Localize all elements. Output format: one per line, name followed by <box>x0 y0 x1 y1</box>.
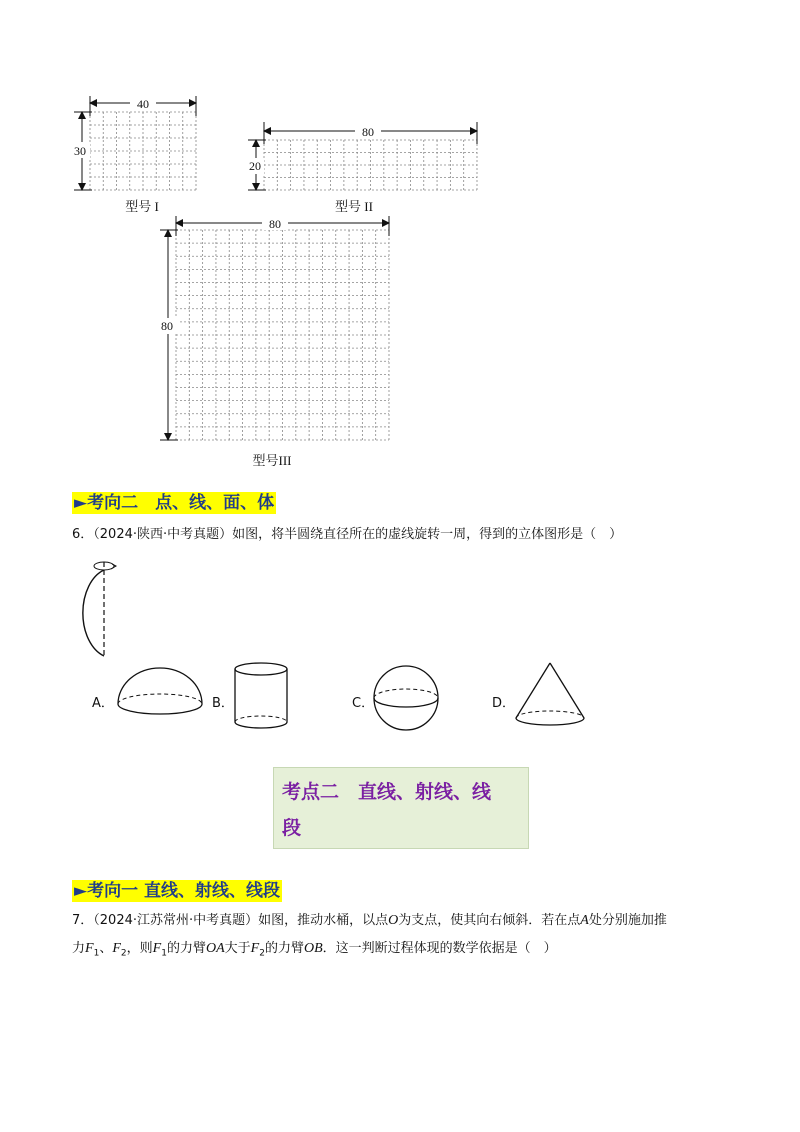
type3-grid <box>176 230 389 440</box>
type2-width-label: 80 <box>362 125 374 139</box>
grid-models-figure <box>0 0 800 480</box>
option-d-label[interactable]: D． <box>492 696 516 711</box>
question-7-line2: 力$F_1$、$F_2$，则$F_1$的力臂OA大于$F_2$的力臂OB．这一判断过程体现的数学依据是（ ） <box>72 941 557 959</box>
kaodian-2-box <box>273 767 529 849</box>
section-heading-lines-rays: ►考向一 直线、射线、线段 <box>74 881 280 901</box>
kaodian-2-title: 考点二 直线、射线、线 段 <box>282 781 492 839</box>
option-b-label[interactable]: B． <box>212 696 234 711</box>
sphere-shape <box>370 662 442 734</box>
type1-grid <box>90 112 196 190</box>
type1-caption: 型号 I <box>125 199 159 214</box>
cylinder-shape <box>230 660 292 732</box>
triangle-icon: ► <box>74 493 88 513</box>
triangle-icon: ► <box>74 881 88 901</box>
semicircle-rotation-figure <box>60 556 130 660</box>
hemisphere-shape <box>114 664 206 726</box>
type2-height-label: 20 <box>249 159 261 173</box>
type2-grid <box>264 140 477 190</box>
option-a-label[interactable]: A． <box>92 696 114 711</box>
question-6-text: 6．（2024·陕西·中考真题）如图，将半圆绕直径所在的虚线旋转一周，得到的立体图形是（ ） <box>72 527 623 542</box>
option-c-label[interactable]: C． <box>352 696 375 711</box>
cone-shape <box>512 660 588 732</box>
type1-height-label: 30 <box>74 144 86 158</box>
type3-width-label: 80 <box>269 217 281 231</box>
question-7-line1: 7．（2024·江苏常州·中考真题）如图，推动水桶，以点O为支点，使其向右倾斜．若在点A处分别施加推 <box>72 913 667 928</box>
type3-caption: 型号III <box>252 453 292 468</box>
section-heading-points-lines: ►考向二 点、线、面、体 <box>74 493 275 513</box>
type1-width-label: 40 <box>137 97 149 111</box>
type3-height-label: 80 <box>161 319 173 333</box>
type2-caption: 型号 II <box>335 199 373 214</box>
